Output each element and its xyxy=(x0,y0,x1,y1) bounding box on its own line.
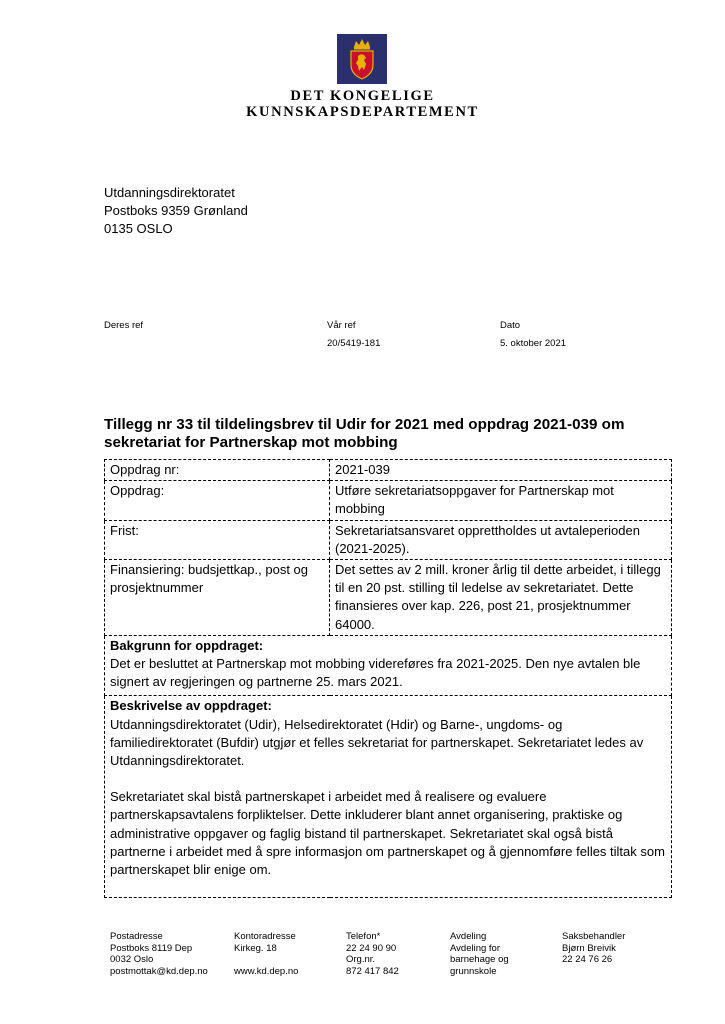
description-paragraph-2: Sekretariatet skal bistå partnerskapet i arbeidet med å realisere og evaluere partnerskapsavtalens forpliktelser. Dette inkluderer blant annet organisering, praktiske og administrative oppgaver og faglig bistand til partnerskapet. Sekretariatet skal også bistå partnerne i arbeidet med å spre informasjon om partnerskapet og å gjennomføre felles tiltak som partnerskapet blir enige om. xyxy=(110,789,665,878)
footer-office-address xyxy=(234,931,298,977)
footer-postal-address xyxy=(110,931,208,977)
background-section xyxy=(105,635,672,696)
var-ref-label: Vår ref xyxy=(327,320,356,331)
dato-label: Dato xyxy=(500,320,521,331)
footer-text: 872 417 842 xyxy=(346,965,399,977)
footer-text: Avdeling xyxy=(450,931,487,942)
description-paragraph-1: Utdanningsdirektoratet (Udir), Helsedirektoratet (Hdir) og Barne-, ungdoms- og familiedirektoratet (Bufdir) utgjør et felles sekretariat for partnerskapet. Sekretariatet ledes av Utdanningsdirektoratet. xyxy=(110,716,644,769)
table-row xyxy=(105,460,672,481)
footer-text: Kontoradresse xyxy=(234,931,296,942)
recipient-address xyxy=(104,184,248,238)
description-section xyxy=(105,696,672,898)
table-label-cell: Oppdrag nr: xyxy=(105,460,330,481)
assignment-table xyxy=(104,459,672,898)
department-name-line2: KUNNSKAPSDEPARTEMENT xyxy=(246,104,479,120)
background-heading: Bakgrunn for oppdraget: xyxy=(110,637,264,653)
description-heading: Beskrivelse av oppdraget: xyxy=(110,698,272,714)
footer-text: 22 24 90 90 xyxy=(346,942,397,954)
footer-text: Avdeling for xyxy=(450,942,500,954)
table-row xyxy=(105,560,672,636)
footer-text: Saksbehandler xyxy=(562,931,626,942)
footer-case-officer xyxy=(562,931,625,966)
footer-text: 22 24 76 26 xyxy=(562,954,613,966)
table-row xyxy=(105,520,672,559)
table-label-cell: Frist: xyxy=(105,520,330,559)
footer-website: www.kd.dep.no xyxy=(234,965,299,977)
background-text: Det er besluttet at Partnerskap mot mobbing videreføres fra 2021-2025. Den nye avtalen ble signert av regjeringen og partnerne 25. mars 2021. xyxy=(110,656,641,690)
footer-text: grunnskole xyxy=(450,965,497,977)
recipient-postbox: Postboks 9359 Grønland xyxy=(104,203,248,218)
footer-text: Postboks 8119 Dep xyxy=(110,942,193,954)
table-row xyxy=(105,481,672,520)
var-ref-value: 20/5419-181 xyxy=(327,338,381,349)
table-value-cell: 2021-039 xyxy=(330,460,672,481)
coat-of-arms-logo xyxy=(337,34,387,84)
footer-text: 0032 Oslo xyxy=(110,954,154,966)
table-label-cell: Oppdrag: xyxy=(105,481,330,520)
footer-email: postmottak@kd.dep.no xyxy=(110,965,208,977)
footer-text xyxy=(234,954,298,966)
deres-ref-label: Deres ref xyxy=(104,320,144,331)
footer-text: Kirkeg. 18 xyxy=(234,942,277,954)
table-value-cell: Det settes av 2 mill. kroner årlig til dette arbeidet, i tillegg til en 20 pst. stilling til ledelse av sekretariatet. Dette finansieres over kap. 226, post 21, prosjektnummer 64000. xyxy=(330,560,672,636)
table-label-cell: Finansiering: budsjettkap., post og prosjektnummer xyxy=(105,560,330,636)
footer-text: Postadresse xyxy=(110,931,163,942)
dato-value: 5. oktober 2021 xyxy=(500,338,567,349)
footer-text: Bjørn Breivik xyxy=(562,942,616,954)
footer-text: barnehage og xyxy=(450,954,509,966)
footer-phone xyxy=(346,931,399,977)
table-value-cell: Utføre sekretariatsoppgaver for Partnerskap mot mobbing xyxy=(330,481,672,520)
footer-department xyxy=(450,931,509,977)
department-name-line1: DET KONGELIGE xyxy=(290,88,435,104)
footer-text: Org.nr. xyxy=(346,954,376,966)
recipient-name: Utdanningsdirektoratet xyxy=(104,185,235,200)
table-row xyxy=(105,696,672,898)
footer-text: Telefon* xyxy=(346,931,381,942)
recipient-city: 0135 OSLO xyxy=(104,221,173,236)
table-value-cell: Sekretariatsansvaret opprettholdes ut avtaleperioden (2021-2025). xyxy=(330,520,672,559)
letter-title: Tillegg nr 33 til tildelingsbrev til Udir for 2021 med oppdrag 2021-039 om sekretariat for Partnerskap mot mobbing xyxy=(104,416,625,451)
table-row xyxy=(105,635,672,696)
